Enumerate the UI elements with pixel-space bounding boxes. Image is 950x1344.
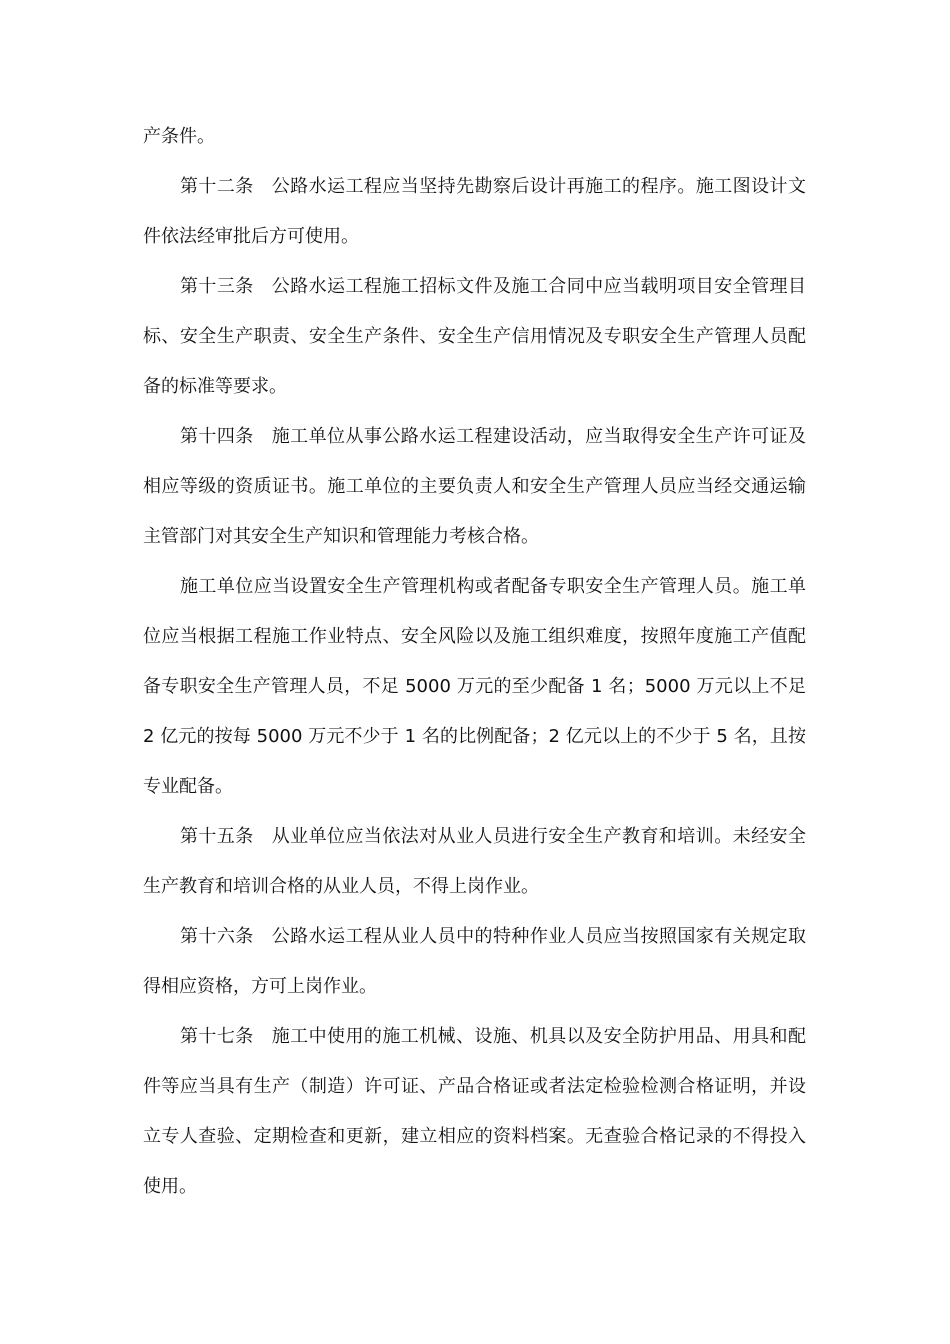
paragraph-text: 公路水运工程施工招标文件及施工合同中应当载明项目安全管理目标、安全生产职责、安全生产条件、安全生产信用情况及专职安全生产管理人员配备的标准等要求。 <box>143 276 806 397</box>
article-15 <box>143 812 806 912</box>
article-number: 第十四条 <box>180 426 254 447</box>
article-12 <box>143 162 806 262</box>
paragraph-text: 施工单位应当设置安全生产管理机构或者配备专职安全生产管理人员。施工单位应当根据工程施工作业特点、安全风险以及施工组织难度，按照年度施工产值配备专职安全生产管理人员，不足 5000 万元的至少配备 1 名；5000 万元以上不足 2 亿元的按每 5000 万元不少于 1 名的比例配备；2 亿元以上的不少于 5 名，且按专业配备。 <box>143 576 806 797</box>
paragraph-text: 公路水运工程应当坚持先勘察后设计再施工的程序。施工图设计文件依法经审批后方可使用。 <box>143 176 806 247</box>
article-14-clause-2 <box>143 562 806 812</box>
paragraph-text: 施工单位从事公路水运工程建设活动，应当取得安全生产许可证及相应等级的资质证书。施工单位的主要负责人和安全生产管理人员应当经交通运输主管部门对其安全生产知识和管理能力考核合格。 <box>143 426 806 547</box>
paragraph-text: 从业单位应当依法对从业人员进行安全生产教育和培训。未经安全生产教育和培训合格的从业人员，不得上岗作业。 <box>143 826 806 897</box>
article-number: 第十三条 <box>180 276 254 297</box>
paragraph-text: 产条件。 <box>143 126 215 147</box>
article-13 <box>143 262 806 412</box>
article-17 <box>143 1012 806 1212</box>
article-number: 第十六条 <box>180 926 254 947</box>
article-number: 第十七条 <box>180 1026 254 1047</box>
document-body <box>143 112 806 1212</box>
article-14 <box>143 412 806 562</box>
paragraph-text: 公路水运工程从业人员中的特种作业人员应当按照国家有关规定取得相应资格，方可上岗作业。 <box>143 926 806 997</box>
article-number: 第十二条 <box>180 176 254 197</box>
article-16 <box>143 912 806 1012</box>
paragraph-text: 施工中使用的施工机械、设施、机具以及安全防护用品、用具和配件等应当具有生产（制造）许可证、产品合格证或者法定检验检测合格证明，并设立专人查验、定期检查和更新，建立相应的资料档案。无查验合格记录的不得投入使用。 <box>143 1026 806 1197</box>
article-number: 第十五条 <box>180 826 254 847</box>
paragraph-continuation <box>143 112 806 162</box>
